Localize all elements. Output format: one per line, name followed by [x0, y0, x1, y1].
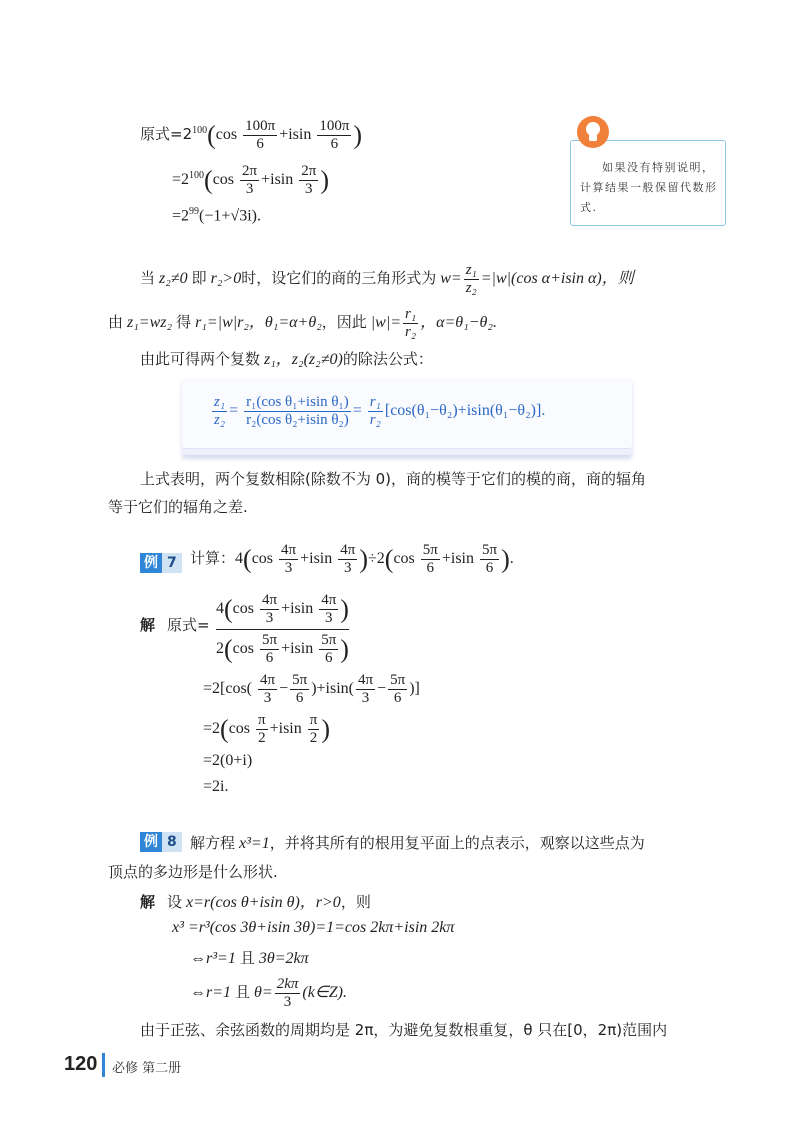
example-7-badge: 例 7: [140, 553, 182, 573]
fraction: $\frac{5\pi}{6}$: [262, 632, 278, 666]
division-formula: $\frac{\text{z₁}}{\text{z₂}}$ = $\frac{\text{r₁(cos θ₁+isin θ₁)}}{\text{r₂(cos θ₂+isin θ₂)}}$ = $\frac{\text{r₁}}{\text{r₂}}$ [cos(θ₁−θ₂)+isin(θ₁−θ₂)].: [214, 394, 546, 428]
page-number: 120: [64, 1053, 98, 1075]
solution-7-label: 解 原式=: [140, 616, 210, 634]
example-8-badge: 例 8: [140, 832, 182, 852]
fraction: $\frac{\text{z₁}}{\text{z₂}}$: [214, 394, 226, 428]
paragraph-quotient-2: 由 z₁=wz₂ 得 r₁=|w|r₂，θ₁=α+θ₂，因此 |w|= $\frac{\text{r₁}}{\text{r₂}}$ ，α=θ₁−θ₂.: [108, 306, 497, 340]
solution-8-line-3: ⇔r³=1 且 3θ=2kπ: [190, 949, 309, 967]
paragraph-conclusion: 上式表明，两个复数相除(除数不为 0)，商的模等于它们的模的商，商的辐角: [140, 470, 647, 488]
fraction: $\frac{5\pi}{6}$: [292, 672, 308, 706]
fraction: $\frac{2\pi}{3}$: [301, 163, 317, 197]
derivation-line-1: 原式$=2^{100}(\cos$ $\frac{100\pi}{6}$ +isin $\frac{100\pi}{6}$ ): [140, 118, 363, 152]
fraction: $\frac{4\pi}{3}$: [321, 592, 337, 626]
tip-text: 如果没有特别说明，计算结果一般保留代数形式.: [580, 161, 718, 214]
solution-7-step-2: =2[cos( $\frac{4\pi}{3}$ − $\frac{5\pi}{6}$ )+isin( $\frac{4\pi}{3}$ − $\frac{5\pi}{6}$ )]: [203, 672, 420, 706]
fraction: $\frac{\pi}{2}$: [309, 712, 318, 746]
derivation-line-2: $=2^{100}(\cos$ $\frac{2\pi}{3}$ +isin $\frac{2\pi}{3}$ ): [172, 163, 329, 197]
fraction: $\frac{4\pi}{3}$: [358, 672, 374, 706]
fraction: $\frac{4\pi}{3}$: [281, 542, 297, 576]
solution-8-line-4: ⇔r=1 且 θ= $\frac{2k\pi}{3}$ (k∈Z).: [190, 976, 347, 1010]
fraction: $\frac{100\pi}{6}$: [319, 118, 350, 152]
book-title: 必修 第二册: [112, 1061, 182, 1076]
fraction: $\frac{5\pi}{6}$: [422, 542, 438, 576]
fraction: $\frac{100\pi}{6}$: [245, 118, 276, 152]
fraction: $\frac{4\pi}{3}$: [340, 542, 356, 576]
fraction: $\frac{\pi}{2}$: [258, 712, 266, 746]
fraction: $\frac{\text{z₁}}{\text{z₂}}$: [465, 262, 477, 296]
fraction: $\frac{5\pi}{6}$: [481, 542, 498, 576]
fraction: $\frac{5\pi}{6}$: [321, 632, 337, 666]
lightbulb-icon: [577, 116, 609, 148]
footer-divider: [102, 1053, 105, 1077]
fraction: $\frac{5\pi}{6}$: [390, 672, 406, 706]
solution-7-step-4: =2(0+i): [203, 752, 253, 769]
solution-8-line-2: x³ =r³(cos 3θ+isin 3θ)=1=cos 2kπ+isin 2kπ: [172, 919, 455, 936]
solution-7-big-fraction: 4(cos $\frac{4\pi}{3}$ +isin $\frac{4\pi}{3}$ ) 2(cos $\frac{5\pi}{6}$ +isin $\frac{5\pi}{6}$ ): [216, 592, 349, 666]
fraction: $\frac{\text{r₁(cos θ₁+isin θ₁)}}{\text{r₂(cos θ₂+isin θ₂)}}$: [246, 394, 349, 428]
fraction: $\frac{4\pi}{3}$: [262, 592, 278, 626]
paragraph-periodicity: 由于正弦、余弦函数的周期均是 2π，为避免复数根重复，θ 只在[0，2π)范围内: [140, 1021, 668, 1039]
fraction: $\frac{\text{r₁}}{\text{r₂}}$: [405, 306, 417, 340]
fraction: $\frac{4\pi}{3}$: [260, 672, 276, 706]
solution-8-line-1: 解 设 x=r(cos θ+isin θ)，r>0，则: [140, 893, 371, 911]
example-8-problem-2: 顶点的多边形是什么形状.: [108, 863, 278, 881]
solution-7-step-3: =2(cos $\frac{\pi}{2}$ +isin $\frac{\pi}{2}$ ): [203, 712, 330, 746]
fraction: $\frac{2k\pi}{3}$: [276, 976, 299, 1010]
fraction: $\frac{2\pi}{3}$: [242, 163, 258, 197]
paragraph-conclusion-2: 等于它们的辐角之差.: [108, 498, 248, 516]
fraction: $\frac{\text{r₁}}{\text{r₂}}$: [369, 394, 381, 428]
paragraph-division-intro: 由此可得两个复数 z₁，z₂(z₂≠0)的除法公式：: [140, 350, 433, 368]
example-8-problem-1: 解方程 x³=1，并将其所有的根用复平面上的点表示，观察以这些点为: [190, 834, 645, 852]
paragraph-quotient-1: 当 z₂≠0 即 r₂>0时，设它们的商的三角形式为 w= $\frac{\text{z₁}}{\text{z₂}}$ =|w|(cos α+isin α)，则: [140, 262, 634, 296]
example-7-problem: 计算：4(cos $\frac{4\pi}{3}$ +isin $\frac{4\pi}{3}$ )÷2(cos $\frac{5\pi}{6}$ +isin $\frac{5\pi}{6}$ ).: [190, 542, 514, 576]
derivation-line-3: $=2^{99}(-1+√3i)$.: [172, 206, 261, 225]
solution-7-step-5: =2i.: [203, 778, 229, 795]
